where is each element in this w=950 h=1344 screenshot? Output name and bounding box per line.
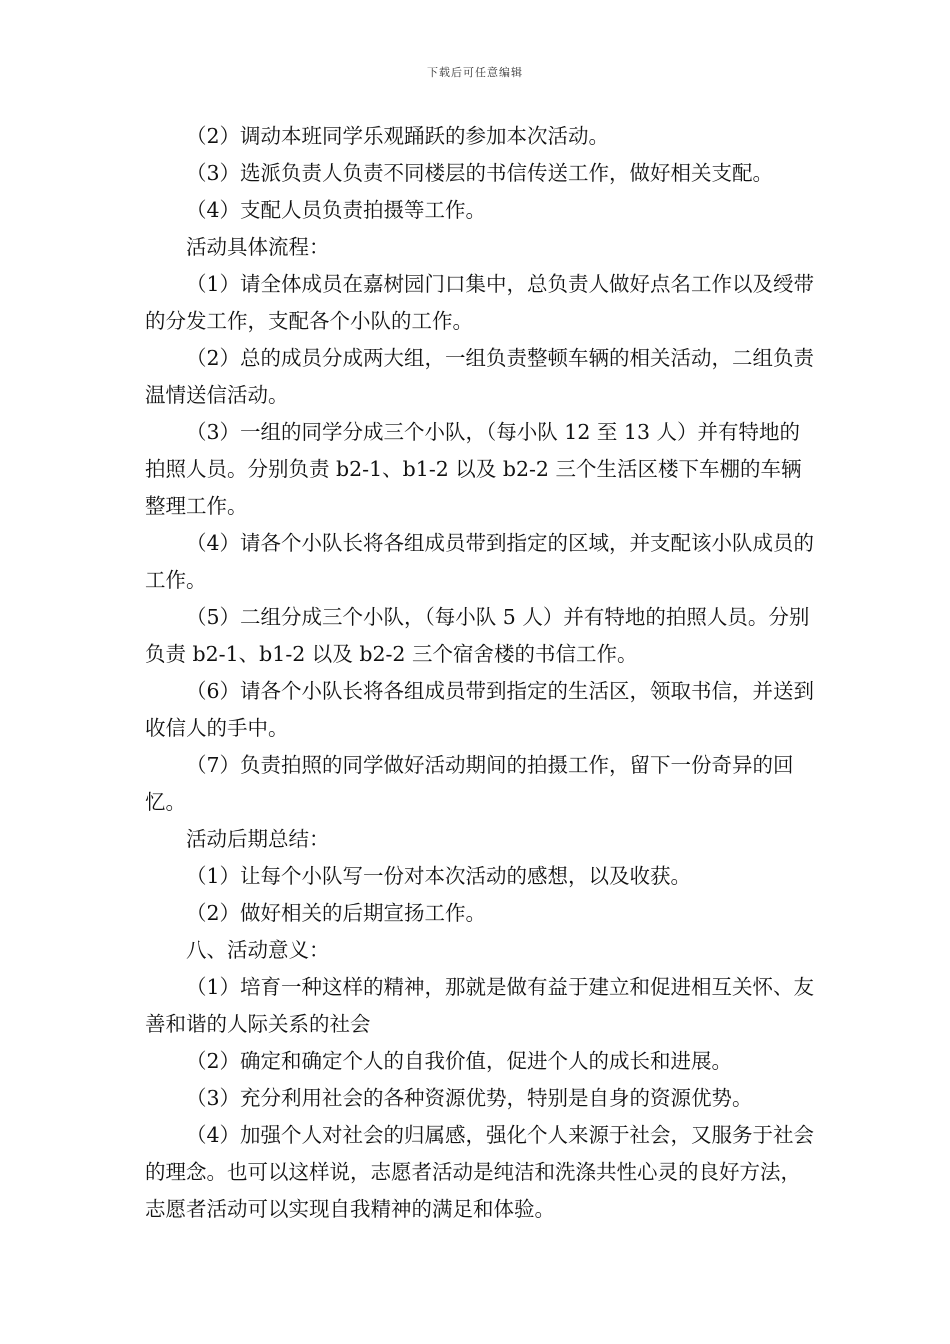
section-heading: 活动后期总结： (186, 827, 330, 851)
paragraph: （1）请全体成员在嘉树园门口集中，总负责人做好点名工作以及绶带的分发工作，支配各个小队的工作。 (145, 272, 815, 333)
paragraph: （6）请各个小队长将各组成员带到指定的生活区，领取书信，并送到收信人的手中。 (145, 679, 815, 740)
document-body (145, 118, 820, 1228)
paragraph: （2）做好相关的后期宣扬工作。 (186, 901, 487, 925)
paragraph: （4）支配人员负责拍摄等工作。 (186, 198, 487, 222)
paragraph: （4）请各个小队长将各组成员带到指定的区域，并支配该小队成员的工作。 (145, 531, 815, 592)
paragraph: （3）选派负责人负责不同楼层的书信传送工作，做好相关支配。 (186, 161, 774, 185)
section-heading: 活动具体流程： (186, 235, 330, 259)
paragraph: （2）确定和确定个人的自我价值，促进个人的成长和进展。 (186, 1049, 733, 1073)
paragraph: （2）总的成员分成两大组，一组负责整顿车辆的相关活动，二组负责温情送信活动。 (145, 346, 815, 407)
paragraph: （3）一组的同学分成三个小队，（每小队 12 至 13 人）并有特地的拍照人员。分别负责 b2-1、b1-2 以及 b2-2 三个生活区楼下车棚的车辆整理工作。 (145, 420, 802, 518)
section-heading: 八、活动意义： (186, 938, 330, 962)
paragraph: （5）二组分成三个小队，（每小队 5 人）并有特地的拍照人员。分别负责 b2-1、b1-2 以及 b2-2 三个宿舍楼的书信工作。 (145, 605, 810, 666)
paragraph: （4）加强个人对社会的归属感，强化个人来源于社会，又服务于社会的理念。也可以这样说，志愿者活动是纯洁和洗涤共性心灵的良好方法，志愿者活动可以实现自我精神的满足和体验。 (145, 1123, 815, 1221)
paragraph: （2）调动本班同学乐观踊跃的参加本次活动。 (186, 124, 610, 148)
paragraph: （1）培育一种这样的精神，那就是做有益于建立和促进相互关怀、友善和谐的人际关系的社会 (145, 975, 815, 1036)
paragraph: （7）负责拍照的同学做好活动期间的拍摄工作，留下一份奇异的回忆。 (145, 753, 794, 814)
paragraph: （3）充分利用社会的各种资源优势，特别是自身的资源优势。 (186, 1086, 753, 1110)
paragraph: （1）让每个小队写一份对本次活动的感想，以及收获。 (186, 864, 692, 888)
page-header: 下载后可任意编辑 (427, 66, 523, 79)
